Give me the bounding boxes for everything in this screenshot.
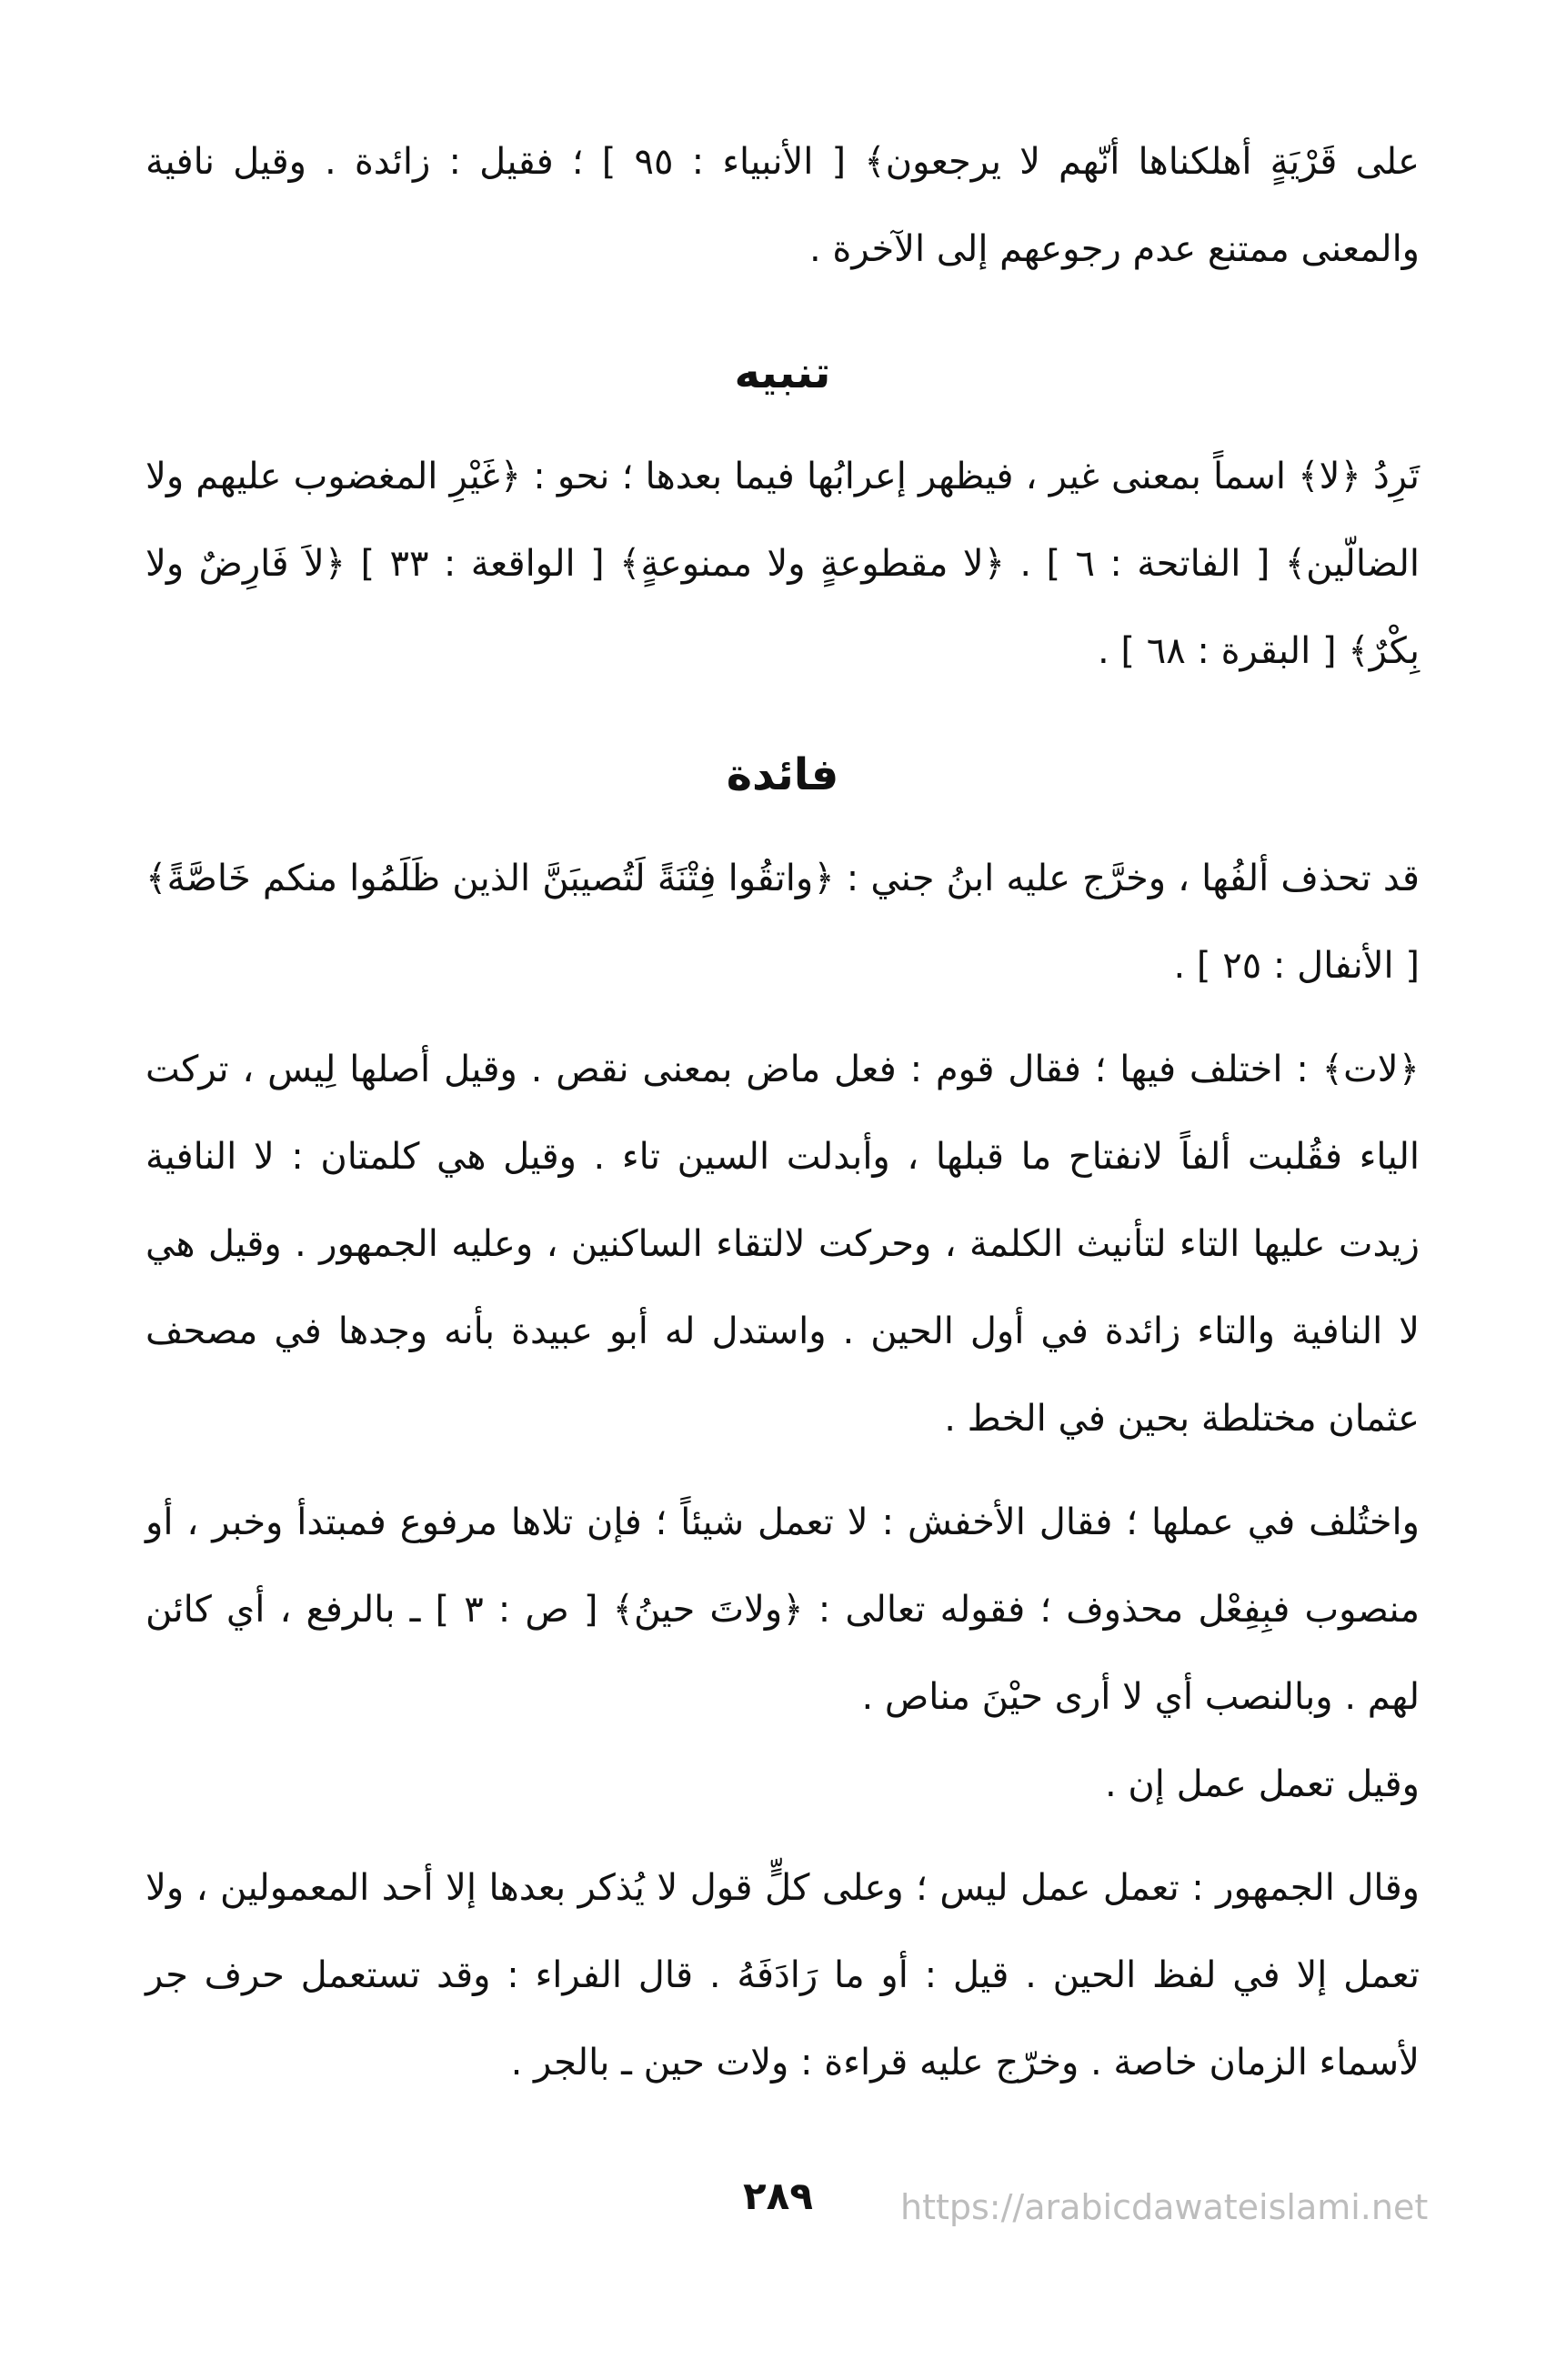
page-body: [146, 118, 1420, 2106]
heading-tanbih: تنبيه: [734, 347, 831, 398]
paragraph-continuation: على قَرْيَةٍ أهلكناها أنّهم لا يرجعون﴾ [ الأنبياء : ٩٥ ] ؛ فقيل : زائدة . وقيل نافية والمعنى ممتنع عدم رجوعهم إلى الآخرة .: [146, 141, 1420, 270]
paragraph-lata-function: واختُلف في عملها ؛ فقال الأخفش : لا تعمل شيئاً ؛ فإن تلاها مرفوع فمبتدأ وخبر ، أو منصوب فبِفِعْل محذوف ؛ فقوله تعالى : ﴿ولاتَ حينُ﴾ [ ص : ٣ ] ـ بالرفع ، أي كائن لهم . وبالنصب أي لا أرى حيْنَ مناص .: [146, 1501, 1420, 1718]
paragraph-alif-deletion: قد تحذف ألفُها ، وخرَّج عليه ابنُ جني : ﴿واتقُوا فِتْنَةً لَتُصيبَنَّ الذين ظَلَمُوا منكم خَاصَّةً﴾ [ الأنفال : ٢٥ ] .: [146, 858, 1420, 987]
paragraph-works-like-inna: وقيل تعمل عمل إن .: [1105, 1763, 1420, 1805]
paragraph-la-meaning-ghayr: تَرِدُ ﴿لا﴾ اسماً بمعنى غير ، فيظهر إعرابُها فيما بعدها ؛ نحو : ﴿غَيْرِ المغضوب عليهم ولا الضالّين﴾ [ الفاتحة : ٦ ] . ﴿لا مقطوعةٍ ولا ممنوعةٍ﴾ [ الواقعة : ٣٣ ] ﴿لاَ فَارِضٌ ولا بِكْرٌ﴾ [ البقرة : ٦٨ ] .: [146, 456, 1420, 672]
paragraph-lata: ﴿لات﴾ : اختلف فيها ؛ فقال قوم : فعل ماض بمعنى نقص . وقيل أصلها لِيس ، تركت الياء فقُلبت ألفاً لانفتاح ما قبلها ، وأبدلت السين تاء . وقيل هي كلمتان : لا النافية زيدت عليها التاء لتأنيث الكلمة ، وحركت لالتقاء الساكنين ، وعليه الجمهور . وقيل هي لا النافية والتاء زائدة في أول الحين . واستدل له أبو عبيدة بأنه وجدها في مصحف عثمان مختلطة بحين في الخط .: [146, 1049, 1420, 1440]
heading-faida: فائدة: [726, 749, 839, 800]
watermark-url: https://arabicdawateislami.net: [900, 2187, 1429, 2227]
paragraph-majority-view: وقال الجمهور : تعمل عمل ليس ؛ وعلى كلٍّ قول لا يُذكر بعدها إلا أحد المعمولين ، ولا تعمل إلا في لفظ الحين . قيل : أو ما رَادَفَهُ . قال الفراء : وقد تستعمل حرف جر لأسماء الزمان خاصة . وخرّج عليه قراءة : ولات حين ـ بالجر .: [146, 1867, 1420, 2084]
page-number: ٢٨٩: [743, 2174, 813, 2218]
